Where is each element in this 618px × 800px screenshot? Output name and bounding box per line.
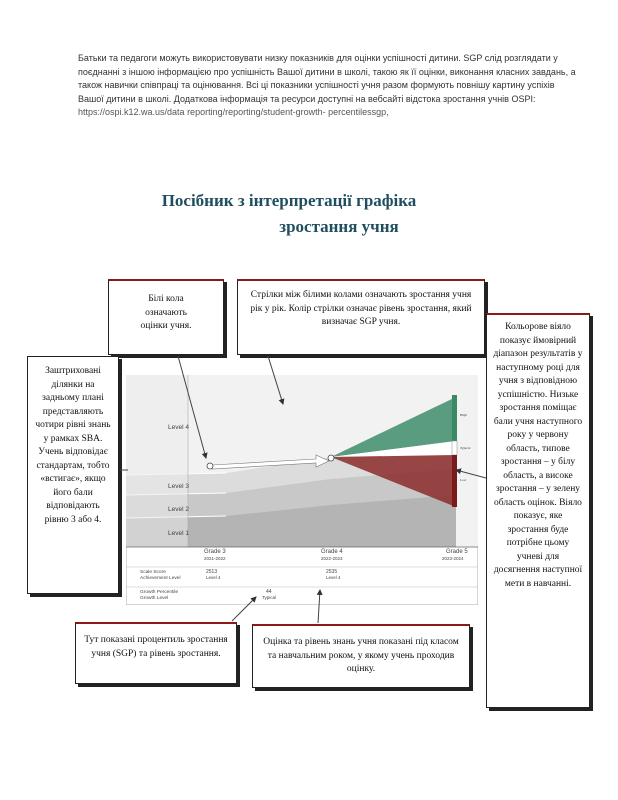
- col-year-3: 2021-2022: [204, 556, 226, 561]
- callout-score: Оцінка та рівень знань учня показані під класом та навчальним роком, у якому учень проходив оцінку.: [252, 624, 470, 688]
- row-label-achievement: Achievement Level: [140, 576, 181, 581]
- sgp-value: 44: [266, 589, 272, 595]
- callout-shaded-areas: Заштриховані ділянки на задньому плані представляють чотири рівні знань у рамках SBA. Учень відповідає стандартам, тобто «встигає», якщо його бали відповідають рівню 3 або 4.: [27, 356, 119, 594]
- fan-label-typical: Typical: [460, 446, 471, 450]
- score-grade-4: 2535: [326, 569, 338, 575]
- callout-arrows: Стрілки між білими колами означають зростання учня рік у рік. Колір стрілки означає рівень зростання, який визначає SGP учня.: [237, 279, 485, 355]
- callout-sgp: Тут показані процентиль зростання учня (SGP) та рівень зростання.: [75, 622, 237, 684]
- fan-label-high: High: [460, 413, 467, 417]
- col-grade-4: Grade 4: [321, 549, 343, 555]
- row-label-percentile: Growth Percentile: [140, 590, 179, 595]
- col-grade-3: Grade 3: [204, 549, 226, 555]
- level-3-label: Level 3: [168, 483, 189, 490]
- col-year-5: 2023-2024: [442, 556, 464, 561]
- level-grade-3: Level 4: [206, 575, 221, 580]
- fan-label-low: Low: [460, 478, 467, 482]
- title-line-2: зростання учня: [279, 217, 399, 236]
- level-2-label: Level 2: [168, 506, 189, 513]
- score-grade-3: 2513: [206, 569, 218, 575]
- level-4-label: Level 4: [168, 424, 189, 431]
- callout-white-circles: Білі кола означають оцінки учня.: [108, 279, 224, 355]
- intro-text: Батьки та педагоги можуть використовувати низку показників для оцінки успішності дитини. SGP слід розглядати у поєднанні з іншою інформацією про успішність Вашої дитини в школі, такою як її оцінки, виконання класних завдань, а також навички співпраці та оцінювання. Всі ці показники успішності учня разом формують повнішу картину успіхів Вашої дитини в школі. Додаткова інформація та ресурси доступні на вебсайті відстока зростання учнів OSPI:: [78, 53, 576, 104]
- col-grade-5: Grade 5: [446, 549, 468, 555]
- col-year-4: 2022-2023: [321, 556, 343, 561]
- row-label-growth: Growth Level: [140, 596, 169, 601]
- ospi-link[interactable]: https://ospi.k12.wa.us/data reporting/reporting/student-growth- percentilessgp,: [78, 107, 389, 117]
- title-line-1: Посібник з інтерпретації графіка: [161, 191, 417, 210]
- level-1-label: Level 1: [168, 530, 189, 537]
- row-label-scale: Scale Score: [140, 570, 166, 575]
- callout-colored-range: Кольорове віяло показує ймовірний діапазон результатів у наступному році для учня з відповідною успішністю. Низьке зростання поміщає бали учня наступного року у червону область, типове зростання – у білу область, а високе зростання – у зелену область оцінок. Віяло показує, яке зростання буде потрібне цьому учневі для досягнення наступної мети в навчанні.: [486, 313, 590, 708]
- growth-level-value: Typical: [262, 595, 277, 600]
- level-grade-4: Level 4: [326, 575, 341, 580]
